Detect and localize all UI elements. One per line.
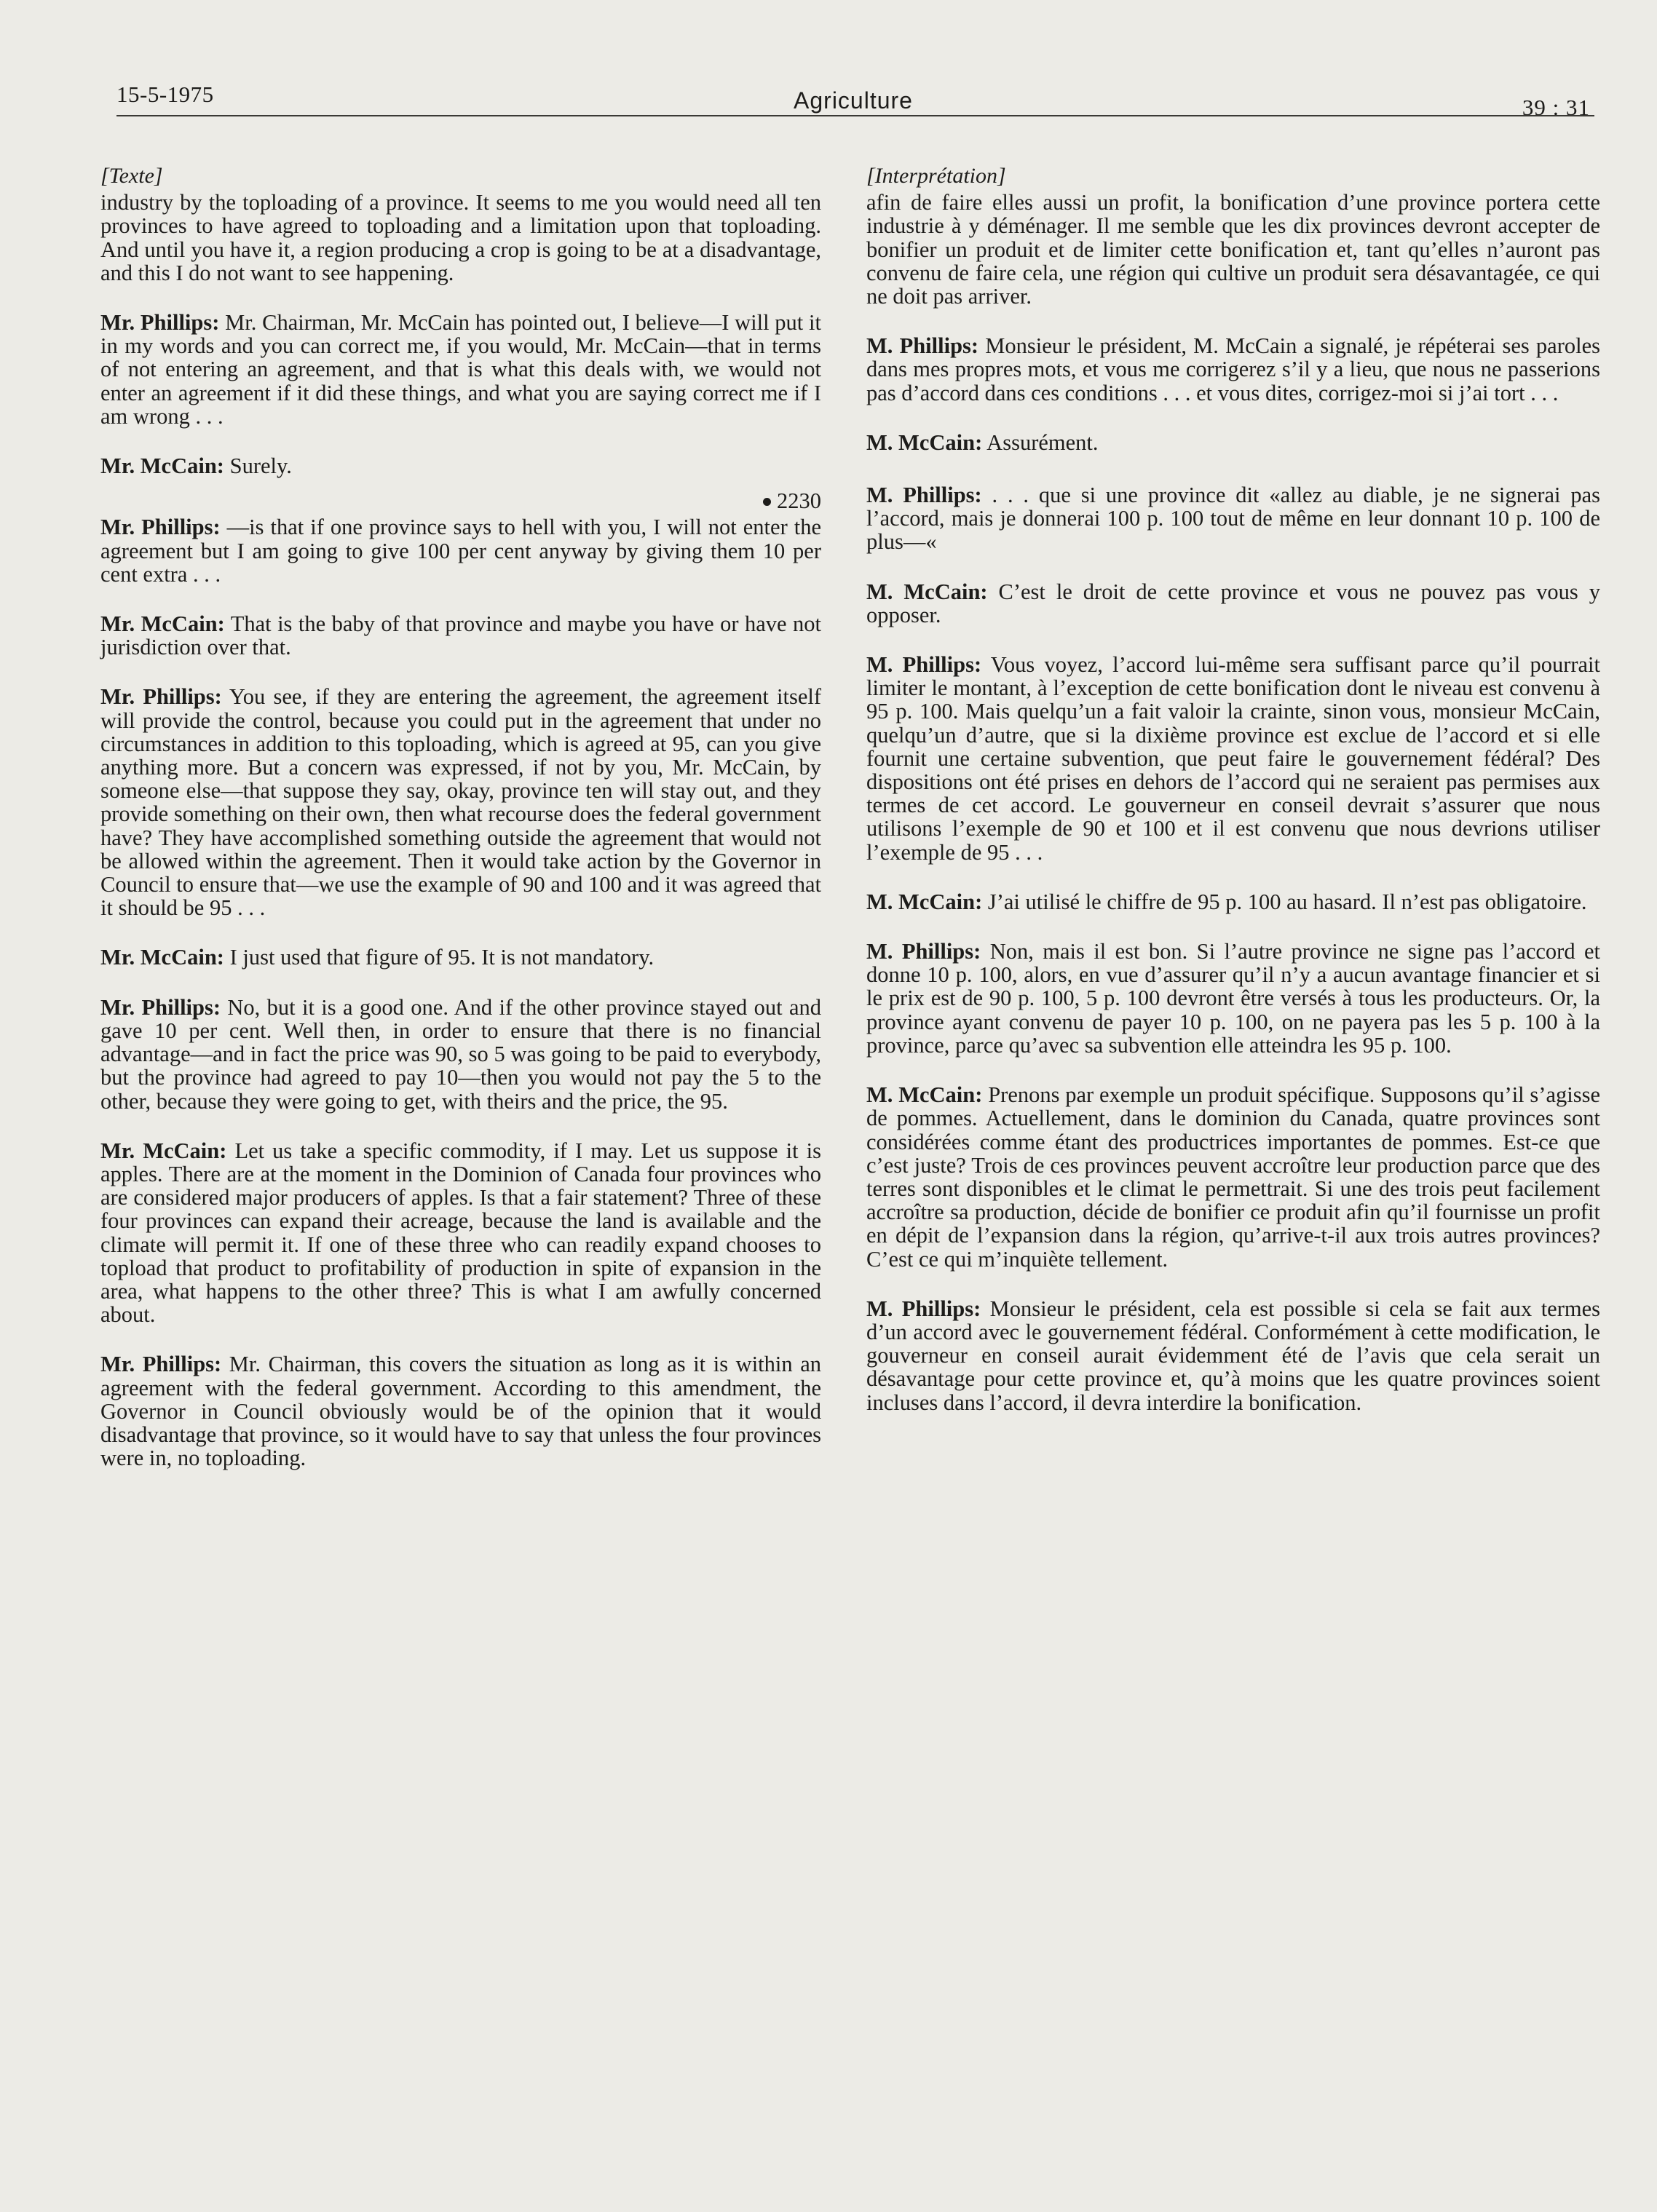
page-header xyxy=(116,76,1590,119)
paragraph-text: C’est le droit de cette province et vous ne pouvez pas vous y opposer. xyxy=(866,579,1600,627)
paragraph-left-5 xyxy=(100,685,821,919)
paragraph-text: No, but it is a good one. And if the other province stayed out and gave 10 per cent. Well then, in order to ensure that there is no financial advantage—and in fact the price was 90, so 5 was going to be paid to everybody, but the province had agreed to pay 10—then you would not pay the 5 to the other, because they were going to get, with theirs and the price, the 95. xyxy=(100,994,821,1114)
paragraph-text: Vous voyez, l’accord lui-même sera suffisant parce qu’il pourrait limiter le montant, à l’exception de cette bonification dont le niveau est convenu à 95 p. 100. Mais quelqu’un a fait valoir la crainte, sinon vous, monsieur McCain, quelqu’un d’autre, que si la dixième province est exclue de l’accord et si elle fournit une certaine subvention, que peut faire le gouvernement fédéral? Des dispositions ont été prises en dehors de l’accord qui ne seraient pas permises aux termes de cet accord. Le gouverneur en conseil devrait s’assurer que nous utilisons l’exemple de 90 et 100 et il est convenu que nous devrions utiliser l’exemple de 95 . . . xyxy=(866,652,1601,865)
speaker-name: M. Phillips: xyxy=(866,333,979,359)
continuation-paragraph-right: afin de faire elles aussi un profit, la bonification d’une province portera cette industrie à y déménager. Il me semble que les dix provinces devront accepter de bonifier un produit et de limiter cette bonification et, tant qu’elles n’auront pas convenu de faire cela, une région qui cultive un produit sera désavantagée, ce qui ne doit pas arriver. xyxy=(866,190,1600,309)
paragraph-text: —is that if one province says to hell with you, I will not enter the agreement but I am going to give 100 per cent anyway by giving them 10 per cent extra . . . xyxy=(100,515,821,587)
language-label-left: [Texte] xyxy=(100,164,163,188)
paragraph-text: . . . que si une province dit «allez au diable, je ne signerai pas l’accord, mais je donnerai 100 p. 100 tout de même en leur donnant 10 p. 100 de plus—« xyxy=(866,483,1600,555)
speaker-name: Mr. Phillips: xyxy=(100,994,221,1020)
header-rule xyxy=(116,115,1594,116)
paragraph-text: Let us take a specific commodity, if I may. Let us suppose it is apples. There are at the moment in the Dominion of Canada four provinces who are considered major producers of apples. Is that a fair statement? Three of these four provinces can expand their acreage, because the land is available and the climate will permit it. If one of these three who can readily expand chooses to topload that product to profitability of production in spite of expansion in the area, what happens to the other three? This is what I am awfully concerned about. xyxy=(100,1138,821,1328)
paragraph-text: Surely. xyxy=(224,453,292,479)
paragraph-text: You see, if they are entering the agreement, the agreement itself will provide the control, because you could put in the agreement that under no circumstances in addition to this toploading, which is agreed at 95, can you give anything more. But a concern was expressed, if not by you, Mr. McCain, by someone else—that suppose they say, okay, province ten will stay out, and they provide something on their own, then what recourse does the federal government have? They have accomplished something outside the agreement that would not be allowed within the agreement. Then it would take action by the Governor in Council to ensure that—we use the example of 90 and 100 and it was agreed that it should be 95 . . . xyxy=(100,684,821,921)
speaker-name: M. McCain: xyxy=(866,1082,983,1108)
paragraph-text: Mr. Chairman, this covers the situation as long as it is within an agreement with the federal government. According to this amendment, the Governor in Council obviously would be of the opinion that it would disadvantage that province, so it would have to say that unless the four provinces were in, no toploading. xyxy=(100,1352,821,1471)
speaker-name: Mr. Phillips: xyxy=(100,684,222,710)
continuation-paragraph-left: industry by the toploading of a province. It seems to me you would need all ten provinces to have agreed to toploading and a limitation upon that toploading. And until you have it, a region producing a crop is going to be at a disadvantage, and this I do not want to see happening. xyxy=(100,190,821,285)
speaker-name: M. Phillips: xyxy=(866,1296,981,1321)
paragraph-left-6 xyxy=(100,946,821,969)
paragraph-left-4 xyxy=(100,612,821,659)
speaker-name: M. McCain: xyxy=(866,889,983,914)
paragraph-right-2 xyxy=(866,431,1600,454)
paragraph-text: That is the baby of that province and maybe you have or have not jurisdiction over that. xyxy=(100,611,821,660)
speaker-name: M. McCain: xyxy=(866,579,988,604)
paragraph-right-6 xyxy=(866,890,1600,913)
paragraph-text: Non, mais il est bon. Si l’autre province ne signe pas l’accord et donne 10 p. 100, alors, en vue d’assurer qu’il n’y a aucun avantage financier et si le prix est de 90 p. 100, 5 p. 100 devront être versés à tous les producteurs. Or, la province ayant convenu de payer 10 p. 100, on ne payera pas les 5 p. 100 à la province, parce qu’avec sa subvention elle atteindra les 95 p. 100. xyxy=(866,939,1600,1058)
paragraph-text: J’ai utilisé le chiffre de 95 p. 100 au hasard. Il n’est pas obligatoire. xyxy=(982,889,1587,914)
speaker-name: Mr. McCain: xyxy=(100,1138,227,1163)
paragraph-left-1 xyxy=(100,311,821,428)
paragraph-right-1 xyxy=(866,334,1600,405)
header-title: Agriculture xyxy=(794,87,913,114)
paragraph-left-9 xyxy=(100,1352,821,1470)
language-label-right: [Interprétation] xyxy=(866,164,1006,188)
paragraph-left-8 xyxy=(100,1139,821,1327)
paragraph-right-5 xyxy=(866,653,1600,864)
paragraph-right-7 xyxy=(866,940,1600,1057)
paragraph-text: Monsieur le président, cela est possible si cela se fait aux termes d’un accord avec le gouvernement fédéral. Conformément à cette modification, le gouverneur en conseil aurait évidemment été de l’avis que cela serait un désavantage pour cette province et, qu’à moins que les quatre provinces soient incluses dans l’accord, il devra interdire la bonification. xyxy=(866,1296,1600,1415)
speaker-name: Mr. McCain: xyxy=(100,945,224,970)
right-column xyxy=(866,164,1600,1440)
left-column xyxy=(100,164,821,1496)
speaker-name: Mr. McCain: xyxy=(100,611,225,637)
paragraph-text: Mr. Chairman, Mr. McCain has pointed out, I believe—I will put it in my words and you can correct me, if you would, Mr. McCain—that in terms of not entering an agreement, and that is what this deals with, we would not enter an agreement if it did these things, and what you are saying correct me if I am wrong . . . xyxy=(100,310,821,429)
header-date: 15-5-1975 xyxy=(116,82,214,107)
paragraph-right-8 xyxy=(866,1083,1600,1271)
speaker-name: M. Phillips: xyxy=(866,939,981,964)
time-marker-text: 2230 xyxy=(777,488,821,514)
speaker-name: Mr. Phillips: xyxy=(100,1352,222,1377)
paragraph-text: I just used that figure of 95. It is not mandatory. xyxy=(224,945,655,970)
paragraph-left-2 xyxy=(100,454,821,477)
paragraph-text: Prenons par exemple un produit spécifique. Supposons qu’il s’agisse de pommes. Actuellement, dans le dominion du Canada, quatre provinces sont considérées comme étant des productrices importantes de pommes. Est-ce que c’est juste? Trois de ces provinces peuvent accroître leur production parce que des terres sont disponibles et le climat le permettrait. Si une des trois peut facilement accroître sa production, décide de bonifier ce produit afin qu’il fournisse un profit en dépit de l’expansion dans la région, qu’arrive-t-il aux trois autres provinces? C’est ce qui m’inquiète tellement. xyxy=(866,1082,1601,1272)
speaker-name: M. Phillips: xyxy=(866,652,982,678)
speaker-name: M. McCain: xyxy=(866,429,983,455)
paragraph-left-7 xyxy=(100,996,821,1113)
speaker-name: Mr. Phillips: xyxy=(100,310,220,336)
paragraph-right-4 xyxy=(866,580,1600,627)
paragraph-text: Monsieur le président, M. McCain a signalé, je répéterai ses paroles dans mes propres mots, et vous me corrigerez s’il y a lieu, que nous ne passerions pas d’accord dans ces conditions . . . et vous dites, corrigez-moi si j’ai tort . . . xyxy=(866,333,1600,405)
speaker-name: Mr. Phillips: xyxy=(100,515,221,540)
speaker-name: Mr. McCain: xyxy=(100,453,224,479)
paragraph-left-3 xyxy=(100,515,821,586)
bullet-icon xyxy=(763,498,771,506)
paragraph-text: Assurément. xyxy=(982,429,1099,455)
paragraph-right-3 xyxy=(866,483,1600,554)
paragraph-right-9 xyxy=(866,1297,1600,1414)
time-marker xyxy=(100,489,821,512)
speaker-name: M. Phillips: xyxy=(866,483,982,508)
header-page-number: 39 : 31 xyxy=(1522,95,1590,120)
